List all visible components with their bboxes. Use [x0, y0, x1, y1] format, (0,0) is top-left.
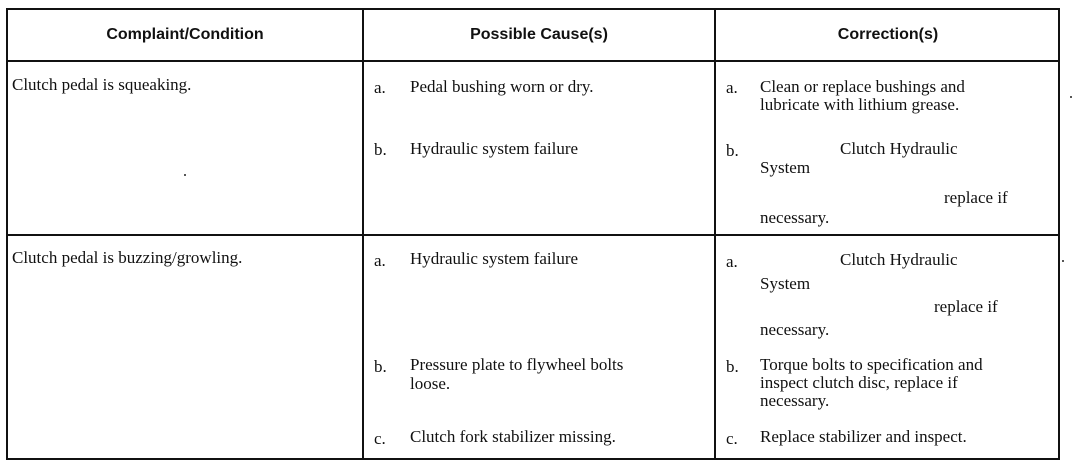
- header-possible-causes: Possible Cause(s): [470, 26, 608, 43]
- header-complaint-condition: Complaint/Condition: [106, 26, 264, 43]
- condition-text: Clutch pedal is buzzing/growling.: [12, 248, 243, 267]
- cause-text: Clutch fork stabilizer missing.: [410, 427, 616, 446]
- cause-letter: a.: [374, 78, 386, 97]
- correction-letter: b.: [726, 357, 739, 376]
- correction-text: necessary.: [760, 320, 830, 339]
- correction-letter: a.: [726, 252, 738, 271]
- cause-letter: c.: [374, 429, 386, 448]
- correction-text: Torque bolts to specification and: [760, 355, 983, 374]
- header-divider: [8, 60, 1058, 62]
- correction-text: inspect clutch disc, replace if: [760, 373, 958, 392]
- speck: [1062, 260, 1064, 262]
- correction-text: System: [760, 274, 811, 293]
- cause-text: Hydraulic system failure: [410, 139, 579, 158]
- speck: [184, 174, 186, 176]
- cause-letter: b.: [374, 357, 387, 376]
- cause-text: Hydraulic system failure: [410, 249, 579, 268]
- correction-letter: c.: [726, 429, 738, 448]
- correction-text: necessary.: [760, 208, 830, 227]
- correction-text: Clutch Hydraulic: [840, 250, 958, 269]
- correction-text: replace if: [944, 188, 1008, 207]
- correction-letter: b.: [726, 141, 739, 160]
- correction-text: Replace stabilizer and inspect.: [760, 427, 967, 446]
- correction-text: System: [760, 158, 811, 177]
- cause-text: loose.: [410, 374, 451, 393]
- cause-letter: a.: [374, 251, 386, 270]
- correction-text: Clean or replace bushings and: [760, 77, 965, 96]
- troubleshooting-table: [6, 8, 1060, 460]
- correction-text: lubricate with lithium grease.: [760, 95, 960, 114]
- cause-letter: b.: [374, 140, 387, 159]
- correction-text: Clutch Hydraulic: [840, 139, 958, 158]
- cause-text: Pedal bushing worn or dry.: [410, 77, 594, 96]
- correction-text: necessary.: [760, 391, 830, 410]
- header-corrections: Correction(s): [837, 26, 939, 43]
- correction-letter: a.: [726, 78, 738, 97]
- speck: [1070, 96, 1072, 98]
- correction-text: replace if: [934, 297, 998, 316]
- condition-text: Clutch pedal is squeaking.: [12, 75, 192, 94]
- cause-text: Pressure plate to flywheel bolts: [410, 355, 624, 374]
- row-divider: [8, 234, 1058, 236]
